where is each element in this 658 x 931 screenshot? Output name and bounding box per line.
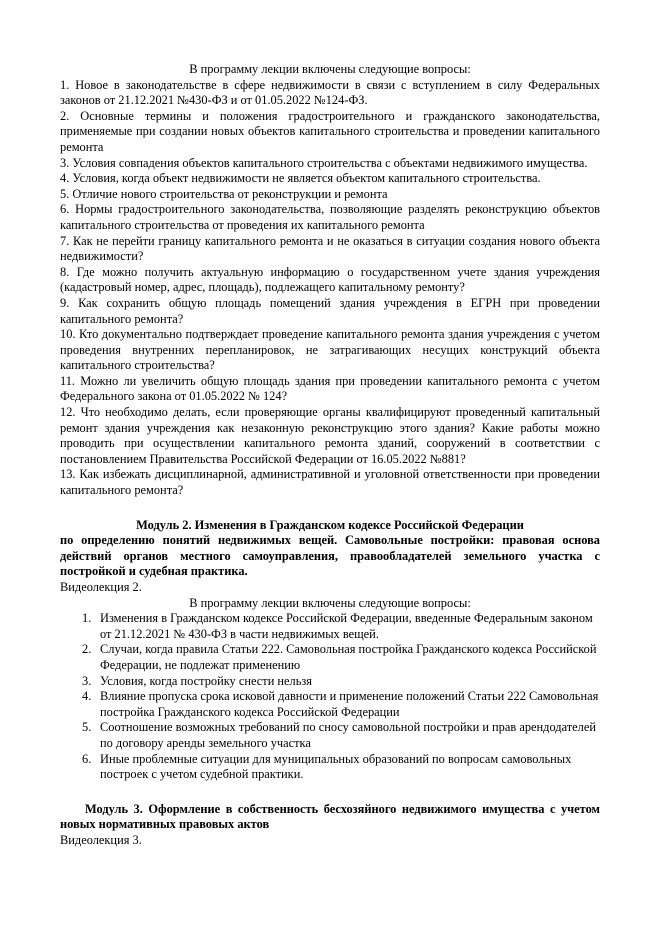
question-item: 12. Что необходимо делать, если проверяющие органы квалифицируют проведенный капитальный ремонт здания учреждения как незаконную реконструкцию этого здания? Какие работы можно проводить при осуществлении капитального ремонта зданий, сооружений в соответствии с постановлением Правительства Российской Федерации от 16.05.2022 №881?	[60, 405, 600, 466]
question-item: 11. Можно ли увеличить общую площадь здания при проведении капитального ремонта с учетом Федерального закона от 01.05.2022 № 124?	[60, 373, 600, 404]
module3-video: Видеолекция 3.	[60, 832, 142, 847]
document-page	[60, 62, 600, 849]
module2-heading-rest: по определению понятий недвижимых вещей. Самовольные постройки: правовая основа действий органов местного самоуправления, правообладателей земельного участка с постройкой и судебная практика.	[60, 533, 600, 579]
question-item: 8. Где можно получить актуальную информацию о государственном учете здания учреждения (кадастровый номер, адрес, площадь), подлежащего капитальному ремонту?	[60, 264, 600, 295]
module2-question-list	[60, 611, 600, 783]
module3-heading: Модуль 3. Оформление в собственность бесхозяйного недвижимого имущества с учетом новых нормативных правовых актов	[60, 801, 600, 832]
question-list	[60, 78, 600, 499]
list-item: 1. Изменения в Гражданском кодексе Российской Федерации, введенные Федеральным законом от 21.12.2021 № 430-ФЗ в части недвижимых вещей.	[82, 611, 593, 641]
module2-heading-line1: Модуль 2. Изменения в Гражданском кодексе Российской Федерации	[136, 517, 524, 532]
list-item: 5. Соотношение возможных требований по сносу самовольной постройки и прав арендодателей по договору аренды земельного участка	[82, 720, 596, 750]
question-item: 13. Как избежать дисциплинарной, административной и уголовной ответственности при проведении капитального ремонта?	[60, 467, 600, 498]
question-item: 9. Как сохранить общую площадь помещений здания учреждения в ЕГРН при проведении капитального ремонта?	[60, 295, 600, 326]
list-item: 2. Случаи, когда правила Статьи 222. Самовольная постройка Гражданского кодекса Российской Федерации, не подлежат применению	[82, 642, 597, 672]
question-item: 4. Условия, когда объект недвижимости не является объектом капитального строительства.	[60, 171, 541, 186]
list-item: 3. Условия, когда постройку снести нельзя	[82, 673, 312, 688]
module2-intro: В программу лекции включены следующие вопросы:	[189, 595, 471, 610]
question-item: 7. Как не перейти границу капитального ремонта и не оказаться в ситуации создания нового объекта недвижимости?	[60, 233, 600, 264]
list-item: 4. Влияние пропуска срока исковой давности и применение положений Статьи 222 Самовольная постройка Гражданского кодекса Российской Федерации	[82, 689, 599, 719]
question-item: 6. Нормы градостроительного законодательства, позволяющие разделять реконструкцию объектов капитального строительства от проведения их капитального ремонта	[60, 202, 600, 232]
list-item: 6. Иные проблемные ситуации для муниципальных образований по вопросам самовольных построек с учетом судебной практики.	[82, 751, 572, 782]
question-item: 2. Основные термины и положения градостроительного и гражданского законодательства, применяемые при создании новых объектов капитального строительства и проведении капитального ремонта	[60, 108, 600, 154]
question-item: 5. Отличие нового строительства от реконструкции и ремонта	[60, 186, 388, 201]
module2-video: Видеолекция 2.	[60, 580, 142, 594]
question-item: 10. Кто документально подтверждает проведение капитального ремонта здания учреждения с учетом проведения внутренних перепланировок, не затрагивающих несущих конструкций объекта капитального строительства?	[60, 327, 600, 373]
question-item: 1. Новое в законодательстве в сфере недвижимости в связи с вступлением в силу Федеральных законов от 21.12.2021 №430-ФЗ и от 01.05.2022 №124-ФЗ.	[60, 77, 600, 108]
question-item: 3. Условия совпадения объектов капитального строительства с объектами недвижимого имущества.	[60, 155, 588, 170]
program-intro: В программу лекции включены следующие вопросы:	[189, 62, 471, 76]
